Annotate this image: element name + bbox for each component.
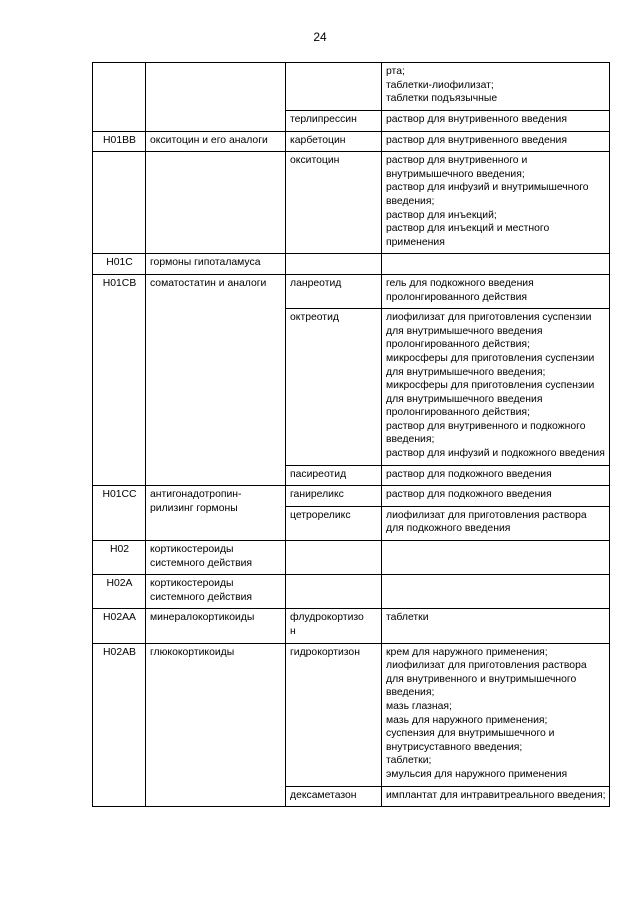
atc-code-cell: H01BB — [93, 131, 146, 152]
atc-code-cell — [93, 63, 146, 132]
group-name-cell: кортикостероиды системного действия — [146, 575, 286, 609]
drug-name-cell: карбетоцин — [286, 131, 382, 152]
dosage-form-cell: таблетки — [382, 609, 610, 643]
atc-code-cell: H02 — [93, 541, 146, 575]
page-number: 24 — [313, 30, 327, 44]
dosage-form-cell — [382, 254, 610, 275]
dosage-form-cell: лиофилизат для приготовления раствора для подкожного введения — [382, 506, 610, 540]
group-name-cell: минералокортикоиды — [146, 609, 286, 643]
table-row — [93, 274, 610, 308]
dosage-form-cell: раствор для подкожного введения — [382, 486, 610, 507]
group-name-cell: глюкокортикоиды — [146, 643, 286, 807]
drug-name-cell: ланреотид — [286, 274, 382, 308]
drug-name-cell: цетрореликс — [286, 506, 382, 540]
atc-code-cell — [93, 152, 146, 254]
table-row — [93, 131, 610, 152]
dosage-form-cell: лиофилизат для приготовления суспензии для внутримышечного введения пролонгированного действия; микросферы для приготовления суспензии для внутримышечного введения; микросферы для приготовления суспензии для внутримышечного введения пролонгированного действия; раствор для внутривенного и подкожного введения; раствор для инфузий и подкожного введения — [382, 309, 610, 466]
group-name-cell: окситоцин и его аналоги — [146, 131, 286, 152]
table-row — [93, 609, 610, 643]
drug-name-cell — [286, 63, 382, 111]
group-name-cell: кортикостероиды системного действия — [146, 541, 286, 575]
dosage-form-cell: раствор для внутривенного и внутримышечного введения; раствор для инфузий и внутримышечного введения; раствор для инъекций; раствор для инъекций и местного применения — [382, 152, 610, 254]
atc-code-cell: H01CC — [93, 486, 146, 541]
dosage-form-cell: раствор для внутривенного введения — [382, 131, 610, 152]
dosage-form-cell: раствор для внутривенного введения — [382, 111, 610, 132]
dosage-form-cell: раствор для подкожного введения — [382, 465, 610, 486]
drug-name-cell: октреотид — [286, 309, 382, 466]
dosage-form-cell — [382, 541, 610, 575]
drug-name-cell: ганиреликс — [286, 486, 382, 507]
table-row — [93, 152, 610, 254]
drug-name-cell: окситоцин — [286, 152, 382, 254]
group-name-cell — [146, 152, 286, 254]
group-name-cell: гормоны гипоталамуса — [146, 254, 286, 275]
drug-name-cell: терлипрессин — [286, 111, 382, 132]
atc-code-cell: H02AA — [93, 609, 146, 643]
drug-name-cell: гидрокортизон — [286, 643, 382, 786]
dosage-form-cell: крем для наружного применения; лиофилизат для приготовления раствора для внутривенного и внутримышечного введения; мазь глазная; мазь для наружного применения; суспензия для внутримышечного и внутрисуставного введения; таблетки; эмульсия для наружного применения — [382, 643, 610, 786]
atc-code-cell: H02A — [93, 575, 146, 609]
dosage-form-cell: имплантат для интравитреального введения; — [382, 786, 610, 807]
atc-code-cell: H02AB — [93, 643, 146, 807]
table-row — [93, 643, 610, 786]
dosage-form-cell: гель для подкожного введения пролонгированного действия — [382, 274, 610, 308]
dosage-form-cell: рта; таблетки-лиофилизат; таблетки подъязычные — [382, 63, 610, 111]
drug-table — [92, 62, 610, 807]
drug-name-cell: флудрокортизо н — [286, 609, 382, 643]
drug-name-cell — [286, 575, 382, 609]
table-row — [93, 575, 610, 609]
drug-name-cell — [286, 541, 382, 575]
atc-code-cell: H01C — [93, 254, 146, 275]
atc-code-cell: H01CB — [93, 274, 146, 485]
drug-table-body — [93, 63, 610, 807]
table-row — [93, 63, 610, 111]
drug-name-cell — [286, 254, 382, 275]
group-name-cell: антигонадотропин-рилизинг гормоны — [146, 486, 286, 541]
table-row — [93, 541, 610, 575]
drug-name-cell: дексаметазон — [286, 786, 382, 807]
table-row — [93, 486, 610, 507]
drug-name-cell: пасиреотид — [286, 465, 382, 486]
table-row — [93, 254, 610, 275]
dosage-form-cell — [382, 575, 610, 609]
group-name-cell: соматостатин и аналоги — [146, 274, 286, 485]
group-name-cell — [146, 63, 286, 132]
